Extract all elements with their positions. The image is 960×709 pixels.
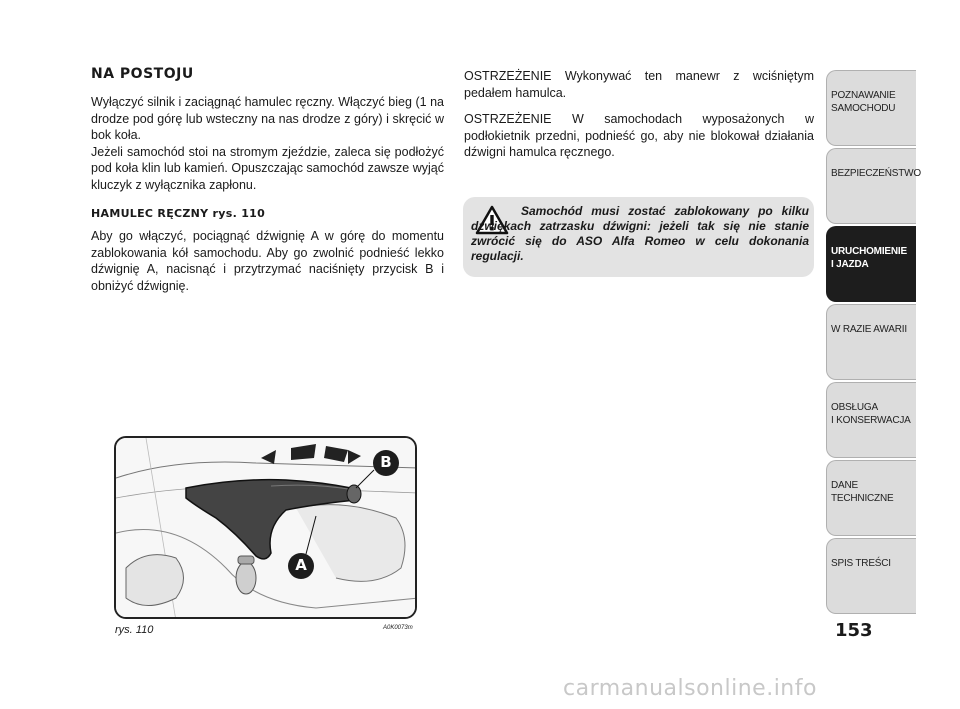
tab-poznawanie-samochodu[interactable]: POZNAWANIE SAMOCHODU xyxy=(826,70,916,146)
figure-caption: rys. 110 xyxy=(115,624,154,636)
page-number: 153 xyxy=(835,620,873,641)
handbrake-illustration xyxy=(116,438,417,619)
right-column xyxy=(464,68,814,161)
body-text-warnings xyxy=(464,68,814,161)
section-title: NA POSTOJU xyxy=(91,66,194,82)
warning-box xyxy=(463,197,814,277)
tab-bezpieczenstwo[interactable]: BEZPIECZEŃSTWO xyxy=(826,148,916,224)
tab-uruchomienie-i-jazda[interactable]: URUCHOMIENIE I JAZDA xyxy=(826,226,916,302)
warning-note-1: OSTRZEŻENIE Wykonywać ten manewr z wciśniętym pedałem hamulca. xyxy=(464,69,814,100)
subsection-title: HAMULEC RĘCZNY rys. 110 xyxy=(91,207,266,220)
figure-code: A0K0073m xyxy=(383,625,413,631)
warning-box-text: Samochód musi zostać zablokowany po kilku dźwiękach zatrzasku dźwigni: jeżeli tak się nie stanie zwrócić się do ASO Alfa Romeo w celu dokonania regulacji. xyxy=(471,204,809,263)
warning-note-2: OSTRZEŻENIE W samochodach wyposażonych w podłokietnik przedni, podnieść go, aby nie blokował działania dźwigni hamulca ręcznego. xyxy=(464,112,814,159)
chapter-tabs xyxy=(826,70,921,616)
left-column xyxy=(91,66,444,294)
tab-obsluga-i-konserwacja[interactable]: OBSŁUGA I KONSERWACJA xyxy=(826,382,916,458)
body-text-parking xyxy=(91,94,444,193)
tab-w-razie-awarii[interactable]: W RAZIE AWARII xyxy=(826,304,916,380)
paragraph-parking-2: Jeżeli samochód stoi na stromym zjeździe, zaleca się podłożyć pod koła klin lub kamień. Opuszczając samochód zawsze wyjąć kluczyk z wyłącznika zapłonu. xyxy=(91,144,444,192)
paragraph-parking-1: Wyłączyć silnik i zaciągnąć hamulec ręczny. Włączyć bieg (1 na drodze pod górę lub wsteczny na nas drodze z góry) i skręcić w bok koła. xyxy=(91,95,444,142)
callout-b: B xyxy=(380,453,392,471)
tab-dane-techniczne[interactable]: DANE TECHNICZNE xyxy=(826,460,916,536)
body-text-handbrake xyxy=(91,228,444,294)
watermark: carmanualsonline.info xyxy=(563,676,817,701)
callout-a: A xyxy=(295,556,307,574)
tab-spis-tresci[interactable]: SPIS TREŚCI xyxy=(826,538,916,614)
figure-handbrake xyxy=(114,436,417,619)
paragraph-handbrake: Aby go włączyć, pociągnąć dźwignię A w górę do momentu zablokowania kół samochodu. Aby go zwolnić podnieść lekko dźwignię A, nacisnąć i przytrzymać naciśnięty przycisk B i obniżyć dźwignię. xyxy=(91,229,444,293)
